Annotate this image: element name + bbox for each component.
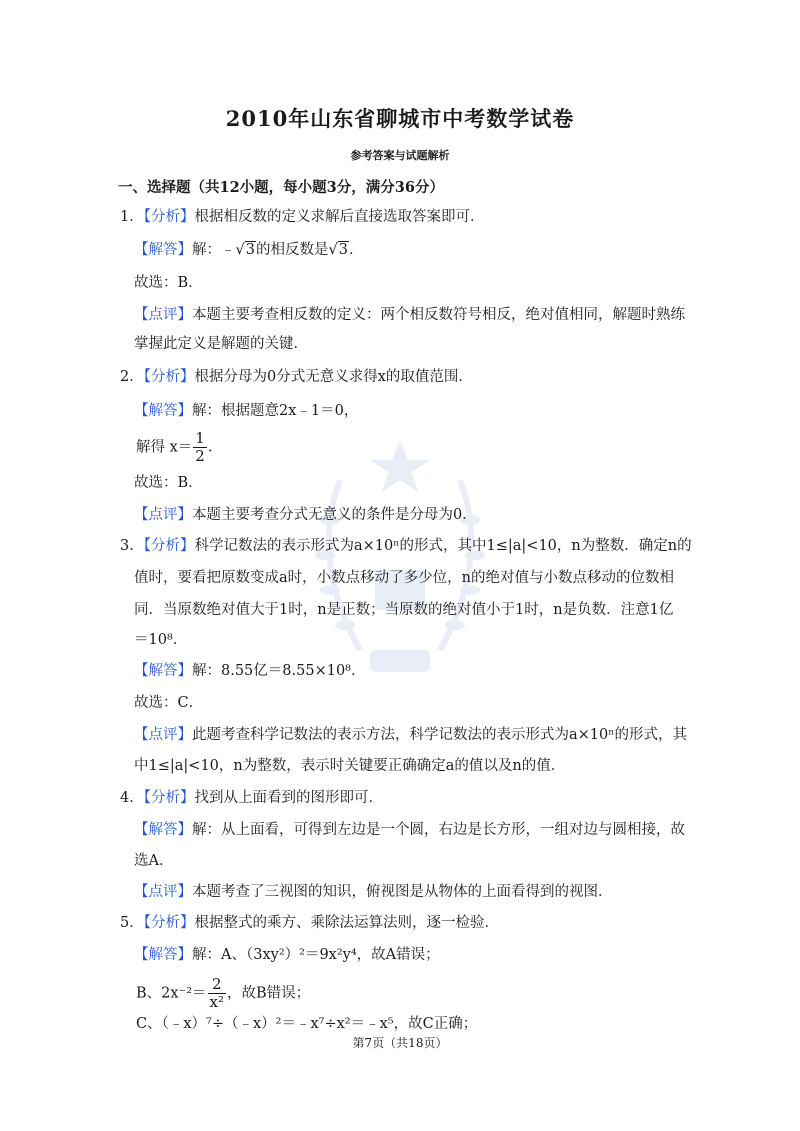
q4-analysis-line <box>120 788 383 808</box>
section-heading: 一、选择题（共12小题，每小题3分，满分36分） <box>118 179 444 196</box>
analysis-text: 科学记数法的表示形式为a×10ⁿ的形式，其中1≤|a|<10，n为整数．确定n的 <box>194 538 692 554</box>
analysis-text: 根据相反数的定义求解后直接选取答案即可． <box>194 209 485 225</box>
q3-analysis-line-2: 值时，要看把原数变成a时，小数点移动了多少位，n的绝对值与小数点移动的位数相 <box>134 570 674 586</box>
analysis-tag: 【分析】 <box>143 538 195 554</box>
question-number: 2． <box>120 369 144 385</box>
option-b-text: B、2x⁻²＝ <box>136 985 207 1002</box>
fraction <box>193 430 207 465</box>
solution-tag: 【解答】 <box>134 242 192 258</box>
page-footer: 第7页（共18页） <box>352 1036 448 1050</box>
q1-comment-line <box>134 305 685 325</box>
radicand: 3 <box>338 242 348 258</box>
comment-text: 本题考查了三视图的知识，俯视图是从物体的上面看得到的视图． <box>192 884 613 900</box>
comment-text: 本题主要考查相反数的定义：两个相反数符号相反，绝对值相同，解题时熟练 <box>192 307 685 323</box>
question-number: 3． <box>120 538 144 554</box>
q5-option-c-line: C、（﹣x）⁷÷（﹣x）²＝﹣x⁷÷x²＝﹣x⁵，故C正确； <box>136 1016 478 1032</box>
comment-tag: 【点评】 <box>134 307 192 323</box>
q3-analysis-line-3: 同．当原数绝对值大于1时，n是正数；当原数的绝对值小于1时，n是负数．注意1亿 <box>134 602 674 618</box>
comment-tag: 【点评】 <box>134 507 192 523</box>
solution-text-b: 的相反数是 <box>255 242 329 258</box>
denominator: x² <box>209 993 225 1011</box>
solution-text-c: ． <box>348 242 364 258</box>
solution-tag: 【解答】 <box>134 947 192 963</box>
q3-analysis-line-4: ＝10⁸． <box>134 632 188 648</box>
solution-text: 解：8.55亿＝8.55×10⁸． <box>192 663 366 679</box>
education-laurel-watermark-icon <box>300 420 500 700</box>
comment-text: 此题考查科学记数法的表示方法，科学记数法的表示形式为a×10ⁿ的形式，其 <box>192 727 688 743</box>
analysis-text: 找到从上面看到的图形即可． <box>194 790 383 806</box>
result-text: 解得 x＝ <box>136 439 193 456</box>
page-subtitle: 参考答案与试题解析 <box>350 149 450 162</box>
q5-option-b-line <box>136 976 310 1011</box>
q2-solution-line <box>134 401 358 421</box>
page-title: 2010年山东省聊城市中考数学试卷 <box>225 106 575 131</box>
analysis-text: 根据分母为0分式无意义求得x的取值范围． <box>194 369 473 385</box>
q3-comment-line-2: 中1≤|a|<10，n为整数，表示时关键要正确确定a的值以及n的值． <box>134 758 566 774</box>
result-end: . <box>207 439 213 456</box>
analysis-tag: 【分析】 <box>143 790 195 806</box>
comment-text: 本题主要考查分式无意义的条件是分母为0． <box>192 507 477 523</box>
q4-solution-line <box>134 820 685 840</box>
q5-analysis-line <box>120 913 499 933</box>
sqrt-icon: √3 <box>235 242 255 258</box>
denominator: 2 <box>195 447 205 465</box>
q3-comment-line <box>134 725 687 745</box>
question-number: 5． <box>120 915 144 931</box>
numerator: 2 <box>208 976 226 994</box>
analysis-text: 根据整式的乘方、乘除法运算法则，逐一检验． <box>194 915 499 931</box>
solution-text: 解：根据题意2x﹣1＝0， <box>192 403 359 419</box>
question-number: 1． <box>120 209 144 225</box>
q2-result-line <box>136 430 212 465</box>
analysis-tag: 【分析】 <box>143 915 195 931</box>
q3-analysis-line <box>120 536 692 556</box>
question-number: 4． <box>120 790 144 806</box>
q1-solution-line <box>134 240 363 260</box>
q5-solution-line <box>134 945 440 965</box>
sqrt-icon: √3 <box>328 242 348 258</box>
q4-solution-line-2: 选A． <box>134 853 174 869</box>
solution-tag: 【解答】 <box>134 822 192 838</box>
solution-text: 解：A、（3xy²）²＝9x²y⁴，故A错误； <box>192 947 440 963</box>
fraction <box>208 976 226 1011</box>
solution-tag: 【解答】 <box>134 663 192 679</box>
q2-analysis-line <box>120 367 473 387</box>
q3-choice-line: 故选：C． <box>134 695 204 711</box>
radicand: 3 <box>245 242 255 258</box>
q1-comment-line-2: 掌握此定义是解题的关键． <box>134 336 308 352</box>
q3-solution-line <box>134 661 365 681</box>
solution-text: 解：从上面看，可得到左边是一个圆，右边是长方形，一组对边与圆相接，故 <box>192 822 685 838</box>
solution-text-a: 解：﹣ <box>192 242 236 258</box>
q1-analysis-line <box>120 207 484 227</box>
analysis-tag: 【分析】 <box>143 369 195 385</box>
q2-comment-line <box>134 505 477 525</box>
q1-choice-line: 故选：B． <box>134 275 203 291</box>
q4-comment-line <box>134 882 613 902</box>
analysis-tag: 【分析】 <box>143 209 195 225</box>
comment-tag: 【点评】 <box>134 884 192 900</box>
option-b-end: ，故B错误； <box>227 985 311 1002</box>
solution-tag: 【解答】 <box>134 403 192 419</box>
comment-tag: 【点评】 <box>134 727 192 743</box>
q2-choice-line: 故选：B． <box>134 475 203 491</box>
numerator: 1 <box>195 429 205 447</box>
